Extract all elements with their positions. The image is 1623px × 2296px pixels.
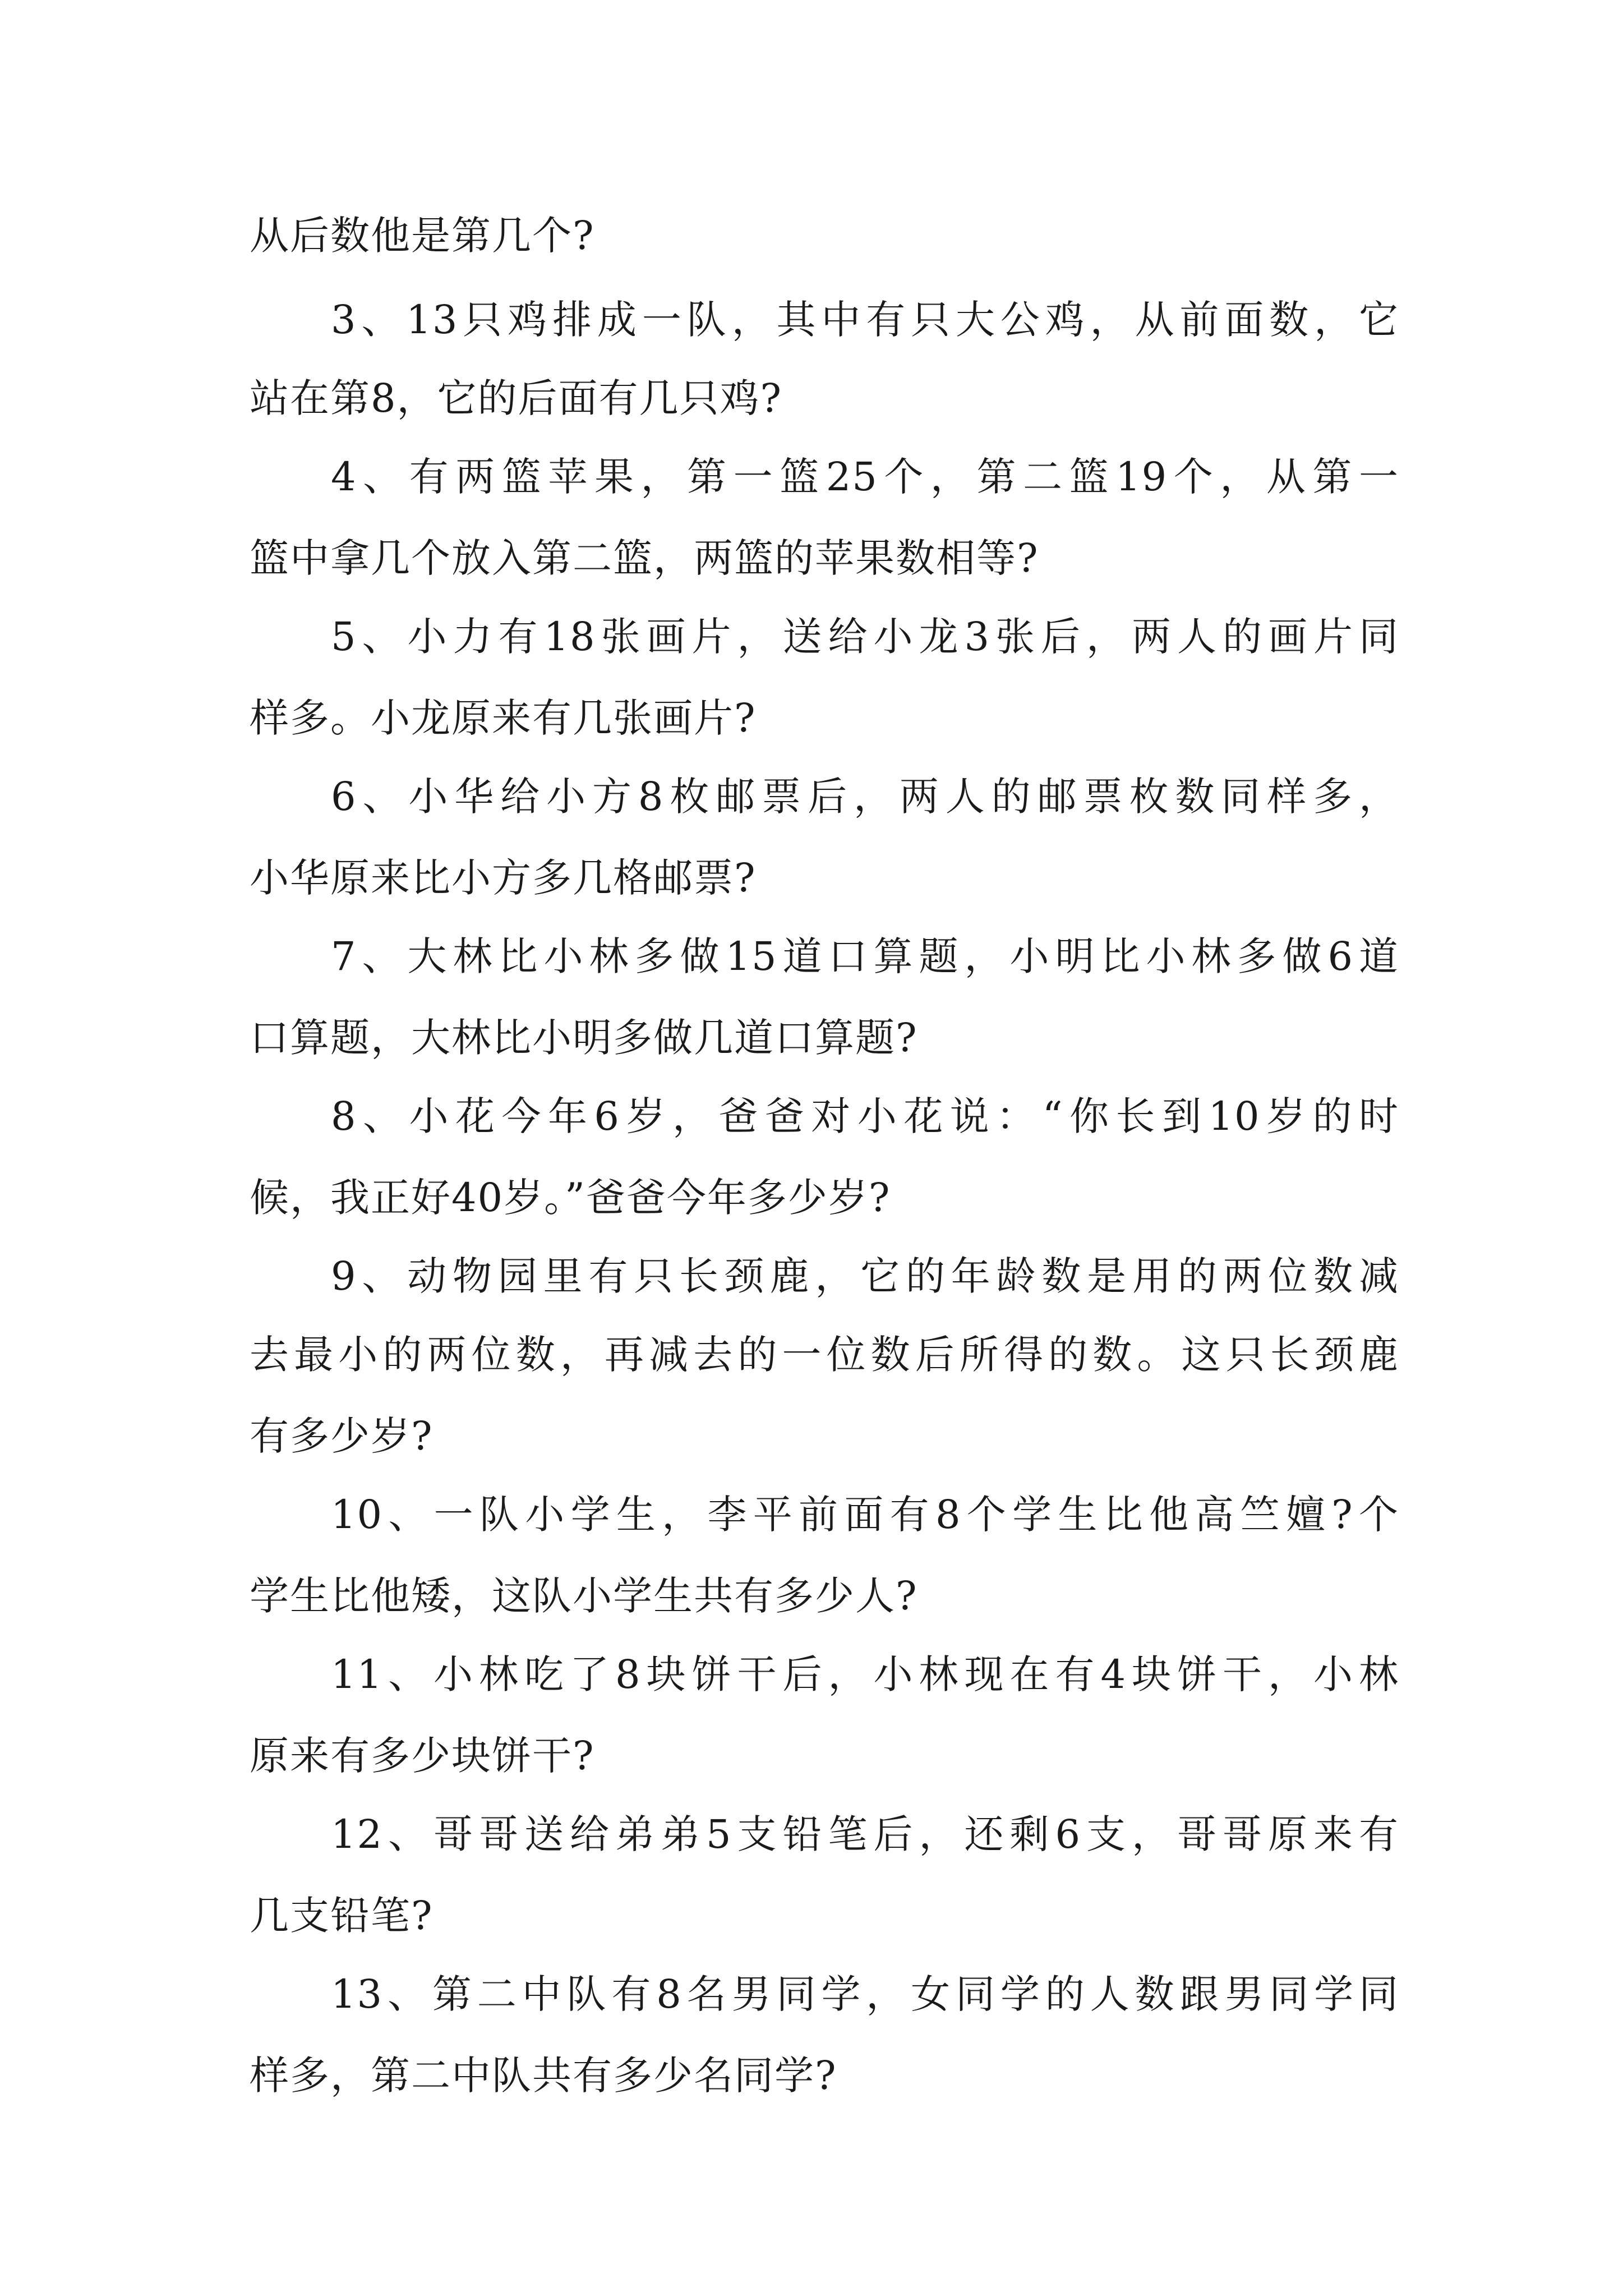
question-3-line-1: 3、13只鸡排成一队，其中有只大公鸡，从前面数，它 bbox=[331, 297, 1399, 343]
question-6-line-1: 6、小华给小方8枚邮票后，两人的邮票枚数同样多， bbox=[331, 774, 1399, 820]
question-9-line-3: 有多少岁? bbox=[250, 1413, 434, 1459]
question-8-line-1: 8、小花今年6岁，爸爸对小花说：“你长到10岁的时 bbox=[331, 1093, 1399, 1139]
question-12-line-2: 几支铅笔? bbox=[250, 1893, 434, 1939]
question-12-line-1: 12、哥哥送给弟弟5支铅笔后，还剩6支，哥哥原来有 bbox=[331, 1811, 1399, 1857]
text-line: 从后数他是第几个? bbox=[250, 213, 595, 259]
question-9-line-2: 去最小的两位数，再减去的一位数后所得的数。这只长颈鹿 bbox=[250, 1332, 1399, 1378]
question-5-line-2: 样多。小龙原来有几张画片? bbox=[250, 695, 757, 741]
question-10-line-2: 学生比他矮，这队小学生共有多少人? bbox=[250, 1573, 918, 1619]
question-13-line-1: 13、第二中队有8名男同学，女同学的人数跟男同学同 bbox=[331, 1971, 1399, 2017]
question-4-line-1: 4、有两篮苹果，第一篮25个，第二篮19个，从第一 bbox=[331, 454, 1399, 500]
question-6-line-2: 小华原来比小方多几格邮票? bbox=[250, 855, 757, 901]
question-7-line-1: 7、大林比小林多做15道口算题，小明比小林多做6道 bbox=[331, 933, 1399, 979]
question-11-line-2: 原来有多少块饼干? bbox=[250, 1733, 595, 1779]
question-13-line-2: 样多，第二中队共有多少名同学? bbox=[250, 2053, 837, 2099]
question-10-line-1: 10、一队小学生，李平前面有8个学生比他高竺嬗?个 bbox=[331, 1492, 1399, 1538]
question-7-line-2: 口算题，大林比小明多做几道口算题? bbox=[250, 1015, 918, 1061]
question-11-line-1: 11、小林吃了8块饼干后，小林现在有4块饼干，小林 bbox=[331, 1651, 1399, 1697]
question-9-line-1: 9、动物园里有只长颈鹿，它的年龄数是用的两位数减 bbox=[331, 1253, 1399, 1299]
question-8-line-2: 候，我正好40岁。”爸爸今年多少岁? bbox=[250, 1175, 891, 1221]
question-4-line-2: 篮中拿几个放入第二篮，两篮的苹果数相等? bbox=[250, 535, 1039, 581]
question-3-line-2: 站在第8，它的后面有几只鸡? bbox=[250, 375, 783, 421]
question-5-line-1: 5、小力有18张画片，送给小龙3张后，两人的画片同 bbox=[331, 614, 1399, 660]
